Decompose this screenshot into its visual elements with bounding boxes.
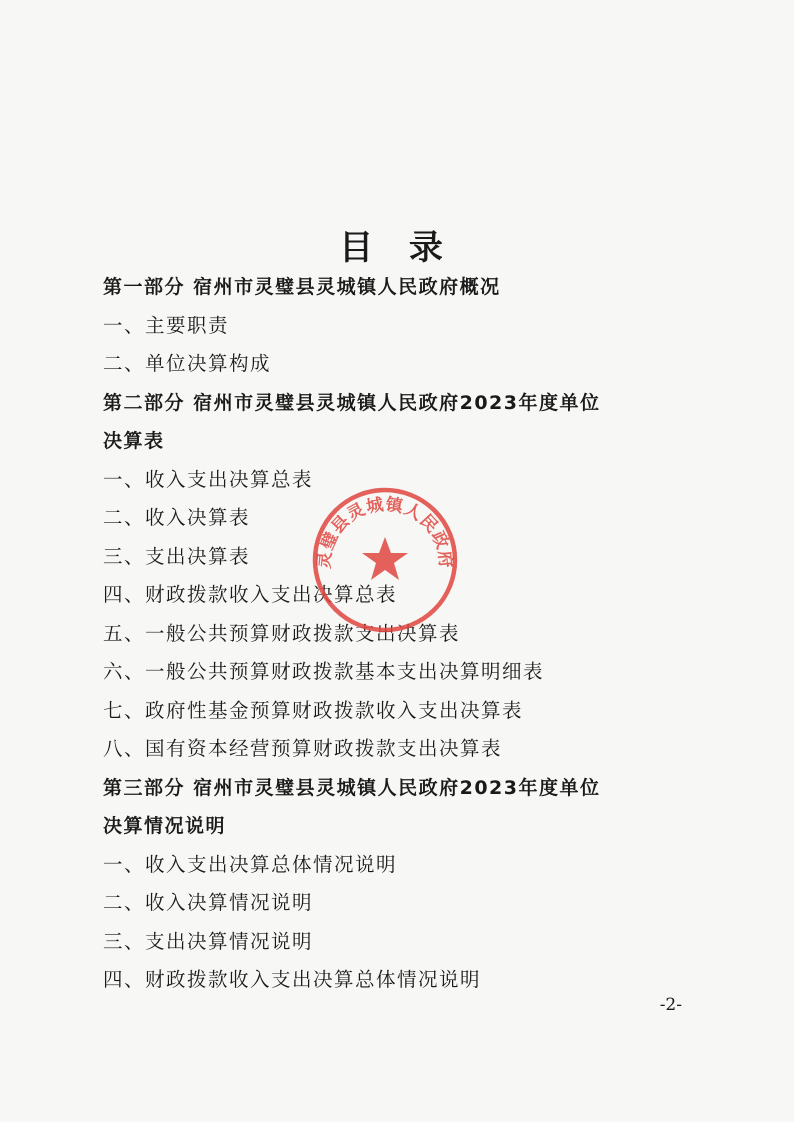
- toc-item: 五、一般公共预算财政拨款支出决算表: [103, 621, 461, 645]
- toc-item: 一、主要职责: [103, 313, 230, 337]
- part-1-heading-line-1: 第一部分 宿州市灵璧县灵城镇人民政府概况: [103, 276, 501, 298]
- part-2-heading-line-1: 第二部分 宿州市灵璧县灵城镇人民政府2023年度单位: [103, 391, 601, 414]
- part-3-heading-line-2: 决算情况说明: [103, 815, 227, 837]
- toc-item: 四、财政拨款收入支出决算总表: [103, 583, 398, 606]
- toc-item: 一、收入支出决算总体情况说明: [103, 852, 398, 876]
- toc-item: 三、支出决算表: [103, 544, 251, 568]
- toc-item: 一、收入支出决算总表: [103, 467, 314, 491]
- part-2-heading-line-2: 决算表: [103, 430, 165, 452]
- toc-item: 三、支出决算情况说明: [103, 929, 314, 953]
- toc-item: 二、单位决算构成: [103, 352, 272, 375]
- toc-item: 二、收入决算表: [103, 506, 251, 529]
- toc-item: 四、财政拨款收入支出决算总体情况说明: [103, 968, 482, 991]
- part-3-heading-line-1: 第三部分 宿州市灵璧县灵城镇人民政府2023年度单位: [103, 776, 601, 799]
- page-number: -2-: [659, 995, 682, 1015]
- svg-text:灵璧县灵城镇人民政府: 灵璧县灵城镇人民政府: [314, 494, 456, 570]
- official-seal-icon: [310, 485, 460, 635]
- toc-title: 目 录: [339, 228, 455, 268]
- toc-item: 八、国有资本经营预算财政拨款支出决算表: [103, 737, 503, 760]
- toc-item: 二、收入决算情况说明: [103, 891, 314, 914]
- toc-item: 六、一般公共预算财政拨款基本支出决算明细表: [103, 660, 545, 683]
- toc-item: 七、政府性基金预算财政拨款收入支出决算表: [103, 698, 524, 722]
